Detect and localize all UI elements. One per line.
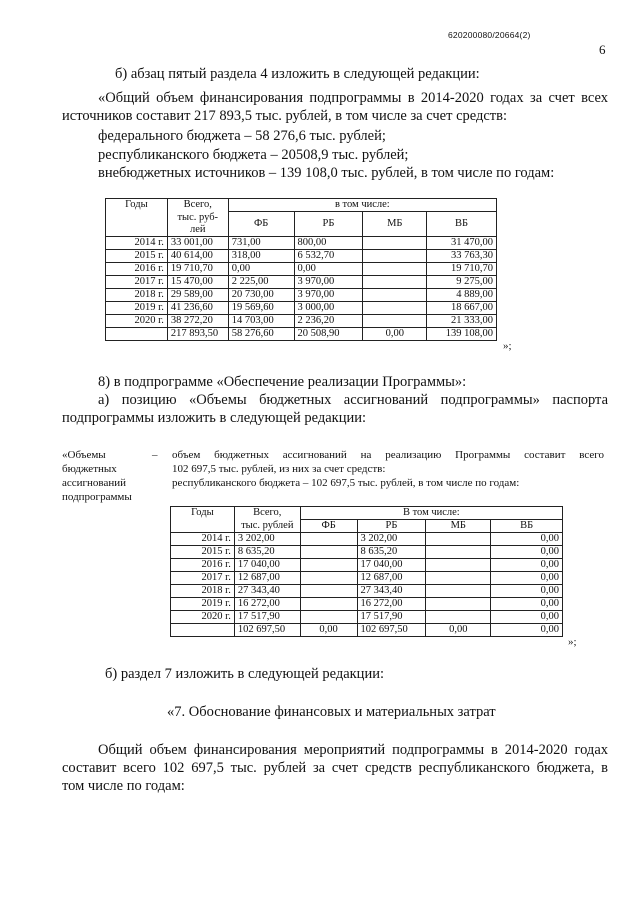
paragraph-line: составит всего 102 697,5 тыс. рублей за счет средств республиканского бюджета, в	[62, 760, 608, 776]
cell-mb	[363, 314, 427, 327]
cell-mb	[363, 249, 427, 262]
paragraph-line: 8) в подпрограмме «Обеспечение реализации Программы»:	[98, 374, 467, 390]
cell-total: 16 272,00	[234, 598, 300, 611]
cell-year: 2020 г.	[171, 611, 235, 624]
total-total: 102 697,50	[234, 624, 300, 637]
passport-label: ассигнований	[62, 477, 127, 489]
table-row	[106, 301, 497, 314]
cell-vb: 0,00	[491, 611, 563, 624]
cell-fb: 19 569,60	[228, 301, 294, 314]
cell-vb: 0,00	[491, 572, 563, 585]
cell-year: 2015 г.	[171, 546, 235, 559]
table-row	[106, 249, 497, 262]
cell-total: 27 343,40	[234, 585, 300, 598]
document-id: 620200080/20664(2)	[448, 30, 531, 40]
cell-mb	[363, 288, 427, 301]
table-row	[106, 236, 497, 249]
cell-total: 3 202,00	[234, 533, 300, 546]
header-total: тыс. руб-	[167, 212, 228, 224]
cell-total: 19 710,70	[167, 262, 228, 275]
cell-total: 17 517,90	[234, 611, 300, 624]
cell-rb: 3 970,00	[294, 275, 363, 288]
cell-year: 2016 г.	[171, 559, 235, 572]
cell-fb: 731,00	[228, 236, 294, 249]
total-rb: 20 508,90	[294, 327, 363, 340]
cell-total: 41 236,60	[167, 301, 228, 314]
passport-label: бюджетных	[62, 463, 117, 475]
cell-vb: 0,00	[491, 533, 563, 546]
paragraph-line: «Общий объем финансирования подпрограммы в 2014-2020 годах за счет всех	[98, 90, 608, 106]
cell-fb	[300, 572, 357, 585]
closing-quote: »;	[568, 636, 577, 648]
total-rb: 102 697,50	[357, 624, 426, 637]
total-mb: 0,00	[426, 624, 491, 637]
cell-mb	[363, 236, 427, 249]
header-vb: ВБ	[491, 520, 563, 533]
cell-rb: 27 343,40	[357, 585, 426, 598]
table-row	[171, 546, 563, 559]
passport-text: республиканского бюджета – 102 697,5 тыс. рублей, в том числе по годам:	[172, 477, 520, 489]
total-fb: 0,00	[300, 624, 357, 637]
cell-fb	[300, 559, 357, 572]
cell-total: 40 614,00	[167, 249, 228, 262]
cell-mb	[426, 572, 491, 585]
cell-fb	[300, 585, 357, 598]
passport-dash: –	[152, 449, 158, 461]
header-including: В том числе:	[300, 507, 562, 520]
cell-rb: 12 687,00	[357, 572, 426, 585]
financing-table-1	[105, 198, 497, 341]
cell-total: 8 635,20	[234, 546, 300, 559]
paragraph-line: внебюджетных источников – 139 108,0 тыс. рублей, в том числе по годам:	[98, 165, 555, 181]
cell-mb	[426, 546, 491, 559]
cell-vb: 21 333,00	[427, 314, 497, 327]
table-row	[106, 275, 497, 288]
cell-total: 17 040,00	[234, 559, 300, 572]
header-total: Всего,	[167, 199, 228, 212]
financing-table-2	[170, 506, 563, 637]
cell-total: 38 272,20	[167, 314, 228, 327]
table-row	[106, 288, 497, 301]
cell-vb: 9 275,00	[427, 275, 497, 288]
cell-year: 2018 г.	[171, 585, 235, 598]
cell-fb: 14 703,00	[228, 314, 294, 327]
passport-label: «Объемы	[62, 449, 106, 461]
cell-year: 2018 г.	[106, 288, 168, 301]
header-mb: МБ	[363, 212, 427, 237]
cell-vb: 4 889,00	[427, 288, 497, 301]
table-row	[171, 598, 563, 611]
cell-rb: 2 236,20	[294, 314, 363, 327]
passport-label: подпрограммы	[62, 491, 132, 503]
cell-vb: 18 667,00	[427, 301, 497, 314]
cell-mb	[363, 275, 427, 288]
passport-text: 102 697,5 тыс. рублей, из них за счет средств:	[172, 463, 386, 475]
passport-text: объем бюджетных ассигнований на реализацию Программы составит всего	[172, 449, 604, 461]
cell-rb: 8 635,20	[357, 546, 426, 559]
table-row	[171, 611, 563, 624]
cell-vb: 0,00	[491, 598, 563, 611]
total-fb: 58 276,60	[228, 327, 294, 340]
paragraph-line: подпрограммы изложить в следующей редакции:	[62, 410, 367, 426]
cell-year: 2019 г.	[171, 598, 235, 611]
cell-rb: 17 517,90	[357, 611, 426, 624]
paragraph-line: б) раздел 7 изложить в следующей редакции:	[105, 666, 384, 682]
cell-total: 15 470,00	[167, 275, 228, 288]
totals-row	[106, 327, 497, 340]
cell-fb	[300, 611, 357, 624]
total-vb: 139 108,00	[427, 327, 497, 340]
cell-mb	[426, 611, 491, 624]
cell-year: 2019 г.	[106, 301, 168, 314]
cell-rb: 3 000,00	[294, 301, 363, 314]
cell-mb	[363, 301, 427, 314]
totals-row	[171, 624, 563, 637]
total-mb: 0,00	[363, 327, 427, 340]
cell-mb	[426, 559, 491, 572]
section-heading: «7. Обоснование финансовых и материальных затрат	[167, 704, 496, 720]
cell-rb: 17 040,00	[357, 559, 426, 572]
total-year	[171, 624, 235, 637]
table-row	[171, 585, 563, 598]
page-number: 6	[599, 42, 606, 57]
header-total: тыс. рублей	[234, 520, 300, 533]
cell-year: 2016 г.	[106, 262, 168, 275]
cell-rb: 3 202,00	[357, 533, 426, 546]
cell-fb: 318,00	[228, 249, 294, 262]
cell-mb	[426, 533, 491, 546]
paragraph-line: федерального бюджета – 58 276,6 тыс. рублей;	[98, 128, 386, 144]
header-fb: ФБ	[300, 520, 357, 533]
total-total: 217 893,50	[167, 327, 228, 340]
cell-total: 29 589,00	[167, 288, 228, 301]
cell-mb	[426, 598, 491, 611]
cell-total: 33 001,00	[167, 236, 228, 249]
cell-year: 2017 г.	[171, 572, 235, 585]
cell-rb: 0,00	[294, 262, 363, 275]
cell-vb: 0,00	[491, 585, 563, 598]
cell-mb	[363, 262, 427, 275]
cell-vb: 19 710,70	[427, 262, 497, 275]
header-fb: ФБ	[228, 212, 294, 237]
cell-vb: 0,00	[491, 559, 563, 572]
header-total: Всего,	[234, 507, 300, 520]
cell-year: 2014 г.	[171, 533, 235, 546]
paragraph-line: б) абзац пятый раздела 4 изложить в следующей редакции:	[115, 66, 480, 82]
cell-vb: 31 470,00	[427, 236, 497, 249]
cell-rb: 6 532,70	[294, 249, 363, 262]
cell-vb: 0,00	[491, 546, 563, 559]
total-year	[106, 327, 168, 340]
cell-year: 2015 г.	[106, 249, 168, 262]
cell-rb: 800,00	[294, 236, 363, 249]
table-row	[171, 559, 563, 572]
table-row	[171, 572, 563, 585]
cell-year: 2014 г.	[106, 236, 168, 249]
table-row	[171, 533, 563, 546]
header-rb: РБ	[357, 520, 426, 533]
header-years: Годы	[171, 507, 235, 533]
header-mb: МБ	[426, 520, 491, 533]
total-vb: 0,00	[491, 624, 563, 637]
cell-year: 2017 г.	[106, 275, 168, 288]
header-total: лей	[167, 224, 228, 237]
closing-quote: »;	[503, 340, 512, 352]
cell-fb: 2 225,00	[228, 275, 294, 288]
cell-fb	[300, 533, 357, 546]
cell-rb: 3 970,00	[294, 288, 363, 301]
cell-total: 12 687,00	[234, 572, 300, 585]
cell-vb: 33 763,30	[427, 249, 497, 262]
cell-fb	[300, 546, 357, 559]
cell-fb	[300, 598, 357, 611]
paragraph-line: республиканского бюджета – 20508,9 тыс. рублей;	[98, 147, 409, 163]
paragraph-line: источников составит 217 893,5 тыс. рублей, в том числе за счет средств:	[62, 108, 508, 124]
table-row	[106, 314, 497, 327]
cell-fb: 20 730,00	[228, 288, 294, 301]
cell-mb	[426, 585, 491, 598]
paragraph-line: Общий объем финансирования мероприятий подпрограммы в 2014-2020 годах	[98, 742, 608, 758]
cell-year: 2020 г.	[106, 314, 168, 327]
cell-fb: 0,00	[228, 262, 294, 275]
header-including: в том числе:	[228, 199, 496, 212]
cell-rb: 16 272,00	[357, 598, 426, 611]
table-row	[106, 262, 497, 275]
paragraph-line: а) позицию «Объемы бюджетных ассигнований подпрограммы» паспорта	[98, 392, 608, 408]
paragraph-line: том числе по годам:	[62, 778, 185, 794]
header-rb: РБ	[294, 212, 363, 237]
header-vb: ВБ	[427, 212, 497, 237]
header-years: Годы	[106, 199, 168, 237]
